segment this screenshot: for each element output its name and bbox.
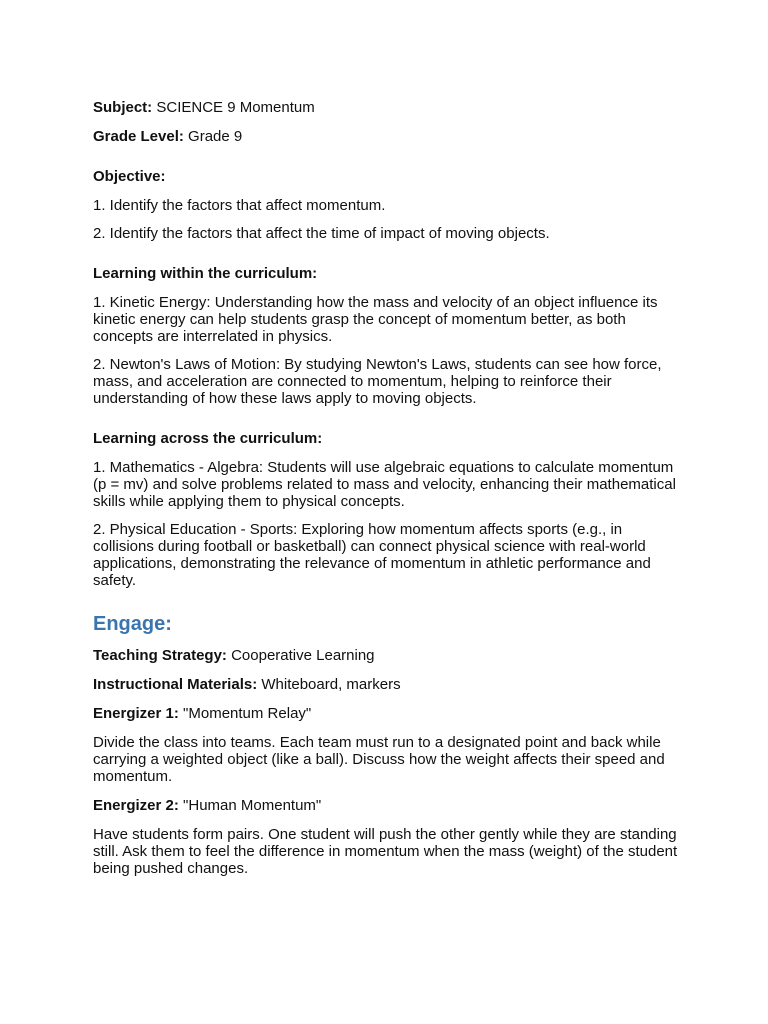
subject-value: SCIENCE 9 Momentum <box>156 99 315 116</box>
lesson-plan-page <box>93 99 678 889</box>
learning-within-item-2: 2. Newton's Laws of Motion: By studying Newton's Laws, students can see how force, mass, and acceleration are connected to momentum, helping to reinforce their understanding of how these laws apply to moving objects. <box>93 356 662 407</box>
energizer-1-description: Divide the class into teams. Each team must run to a designated point and back while carrying a weighted object (like a ball). Discuss how the weight affects their speed and momentum. <box>93 734 665 785</box>
teaching-strategy-line <box>93 647 678 664</box>
subject-label: Subject: <box>93 99 153 116</box>
engage-heading: Engage: <box>93 613 172 635</box>
energizer-2-line <box>93 797 678 814</box>
learning-within-heading: Learning within the curriculum: <box>93 265 318 282</box>
energizer-2-value: "Human Momentum" <box>183 797 322 814</box>
learning-across-item-1: 1. Mathematics - Algebra: Students will use algebraic equations to calculate momentum (p = mv) and solve problems related to mass and velocity, enhancing their mathematical skills while applying them to physical concepts. <box>93 459 676 510</box>
energizer-2-description: Have students form pairs. One student will push the other gently while they are standing still. Ask them to feel the difference in momentum when the mass (weight) of the student being pushed changes. <box>93 826 678 877</box>
grade-level-line <box>93 128 678 145</box>
instructional-materials-line <box>93 676 678 693</box>
instructional-materials-label: Instructional Materials: <box>93 676 258 693</box>
energizer-1-line <box>93 705 678 722</box>
learning-across-item-2: 2. Physical Education - Sports: Exploring how momentum affects sports (e.g., in collisions during football or basketball) can connect physical science with real-world applications, demonstrating the relevance of momentum in athletic performance and safety. <box>93 521 651 589</box>
instructional-materials-value: Whiteboard, markers <box>261 676 401 693</box>
subject-line <box>93 99 678 116</box>
learning-within-item-1: 1. Kinetic Energy: Understanding how the mass and velocity of an object influence its kinetic energy can help students grasp the concept of momentum better, as both concepts are interrelated in physics. <box>93 294 658 345</box>
energizer-1-label: Energizer 1: <box>93 705 179 722</box>
grade-level-label: Grade Level: <box>93 128 184 145</box>
energizer-1-value: "Momentum Relay" <box>183 705 312 722</box>
teaching-strategy-label: Teaching Strategy: <box>93 647 227 664</box>
objective-item-2: 2. Identify the factors that affect the time of impact of moving objects. <box>93 225 550 242</box>
objective-item-1: 1. Identify the factors that affect momentum. <box>93 197 386 214</box>
energizer-2-label: Energizer 2: <box>93 797 179 814</box>
grade-level-value: Grade 9 <box>188 128 243 145</box>
objective-heading: Objective: <box>93 168 166 185</box>
teaching-strategy-value: Cooperative Learning <box>231 647 375 664</box>
learning-across-heading: Learning across the curriculum: <box>93 430 323 447</box>
